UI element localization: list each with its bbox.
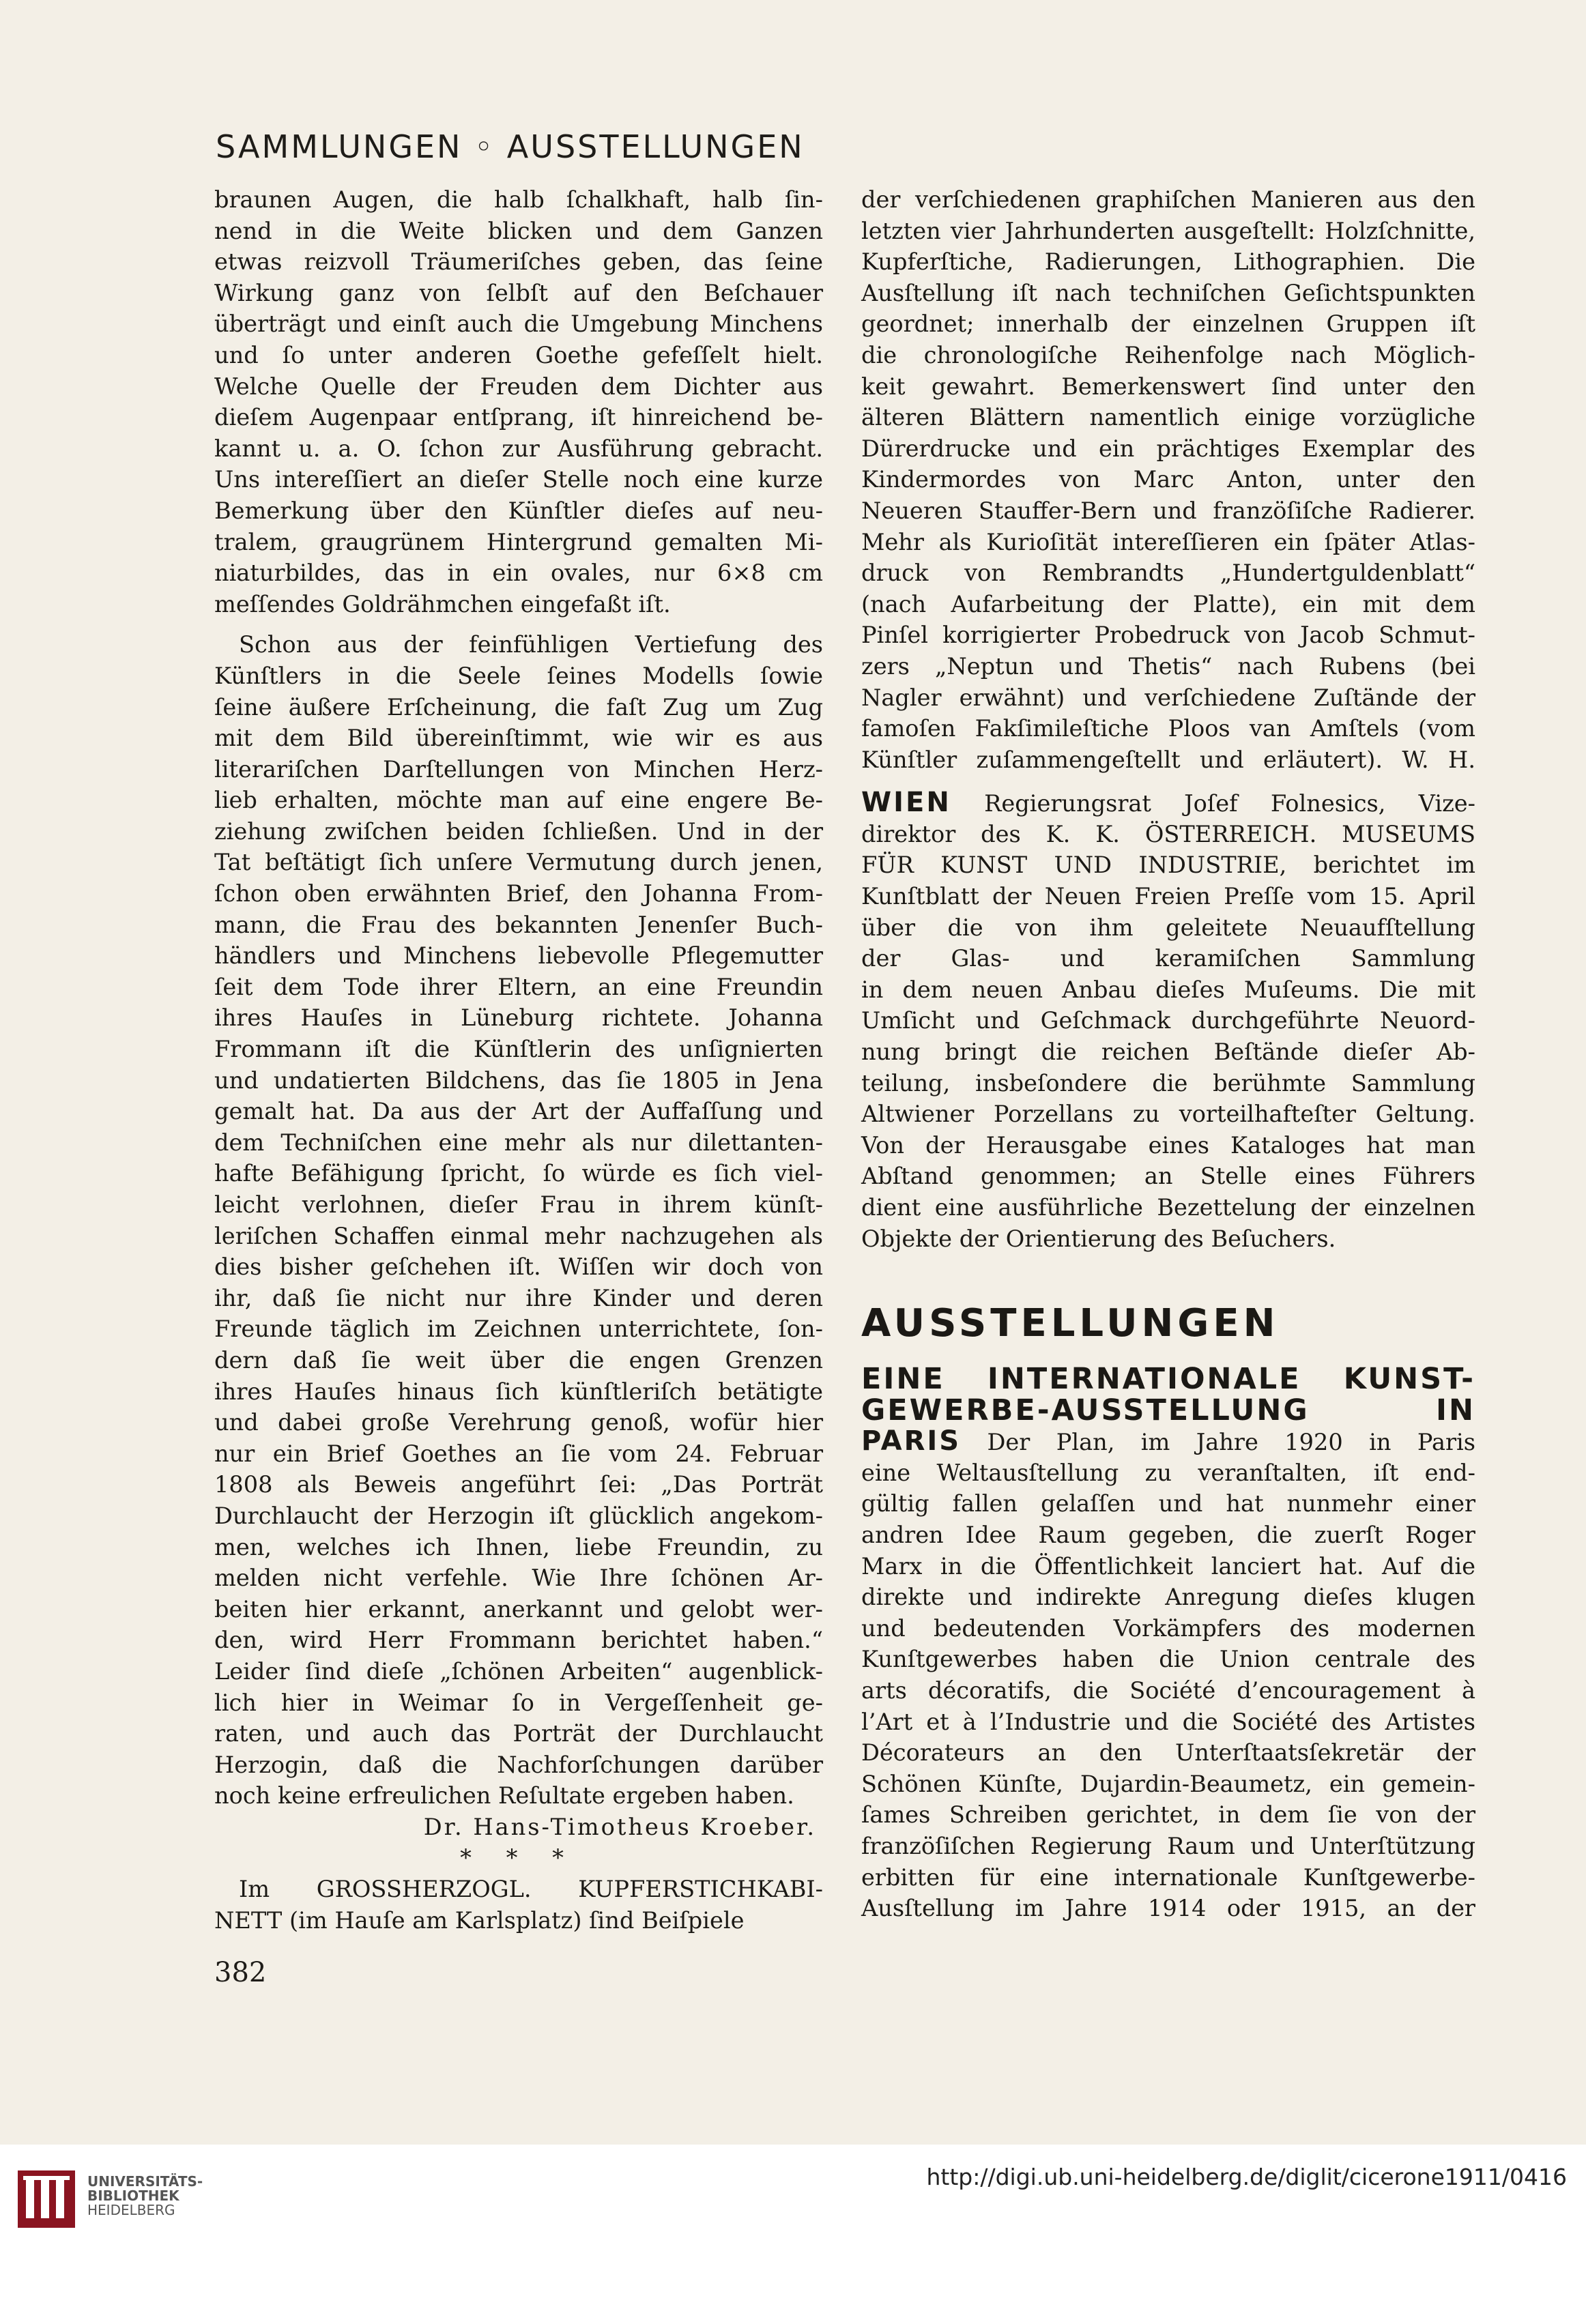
wien-body-line: über die von ihm geleitete Neuaufſtellung <box>861 914 1475 941</box>
left-body-line: und dabei große Verehrung genoß, wofür hier <box>214 1409 823 1436</box>
wien-body-line: Objekte der Orientierung des Beſuchers. <box>861 1225 1336 1252</box>
wien-body-line: Von der Herausgabe eines Kataloges hat man <box>861 1131 1475 1159</box>
paris-body-line: und bedeutenden Vorkämpfers des modernen <box>861 1614 1475 1642</box>
left-body-line: ſchon oben erwähnten Brief, den Johanna From- <box>214 880 823 907</box>
right-body-line: Künſtler zuſammengeſtellt und erläutert). W. H. <box>861 746 1475 773</box>
right-body-line: Dürerdrucke und ein prächtiges Exemplar des <box>861 435 1475 462</box>
left-body-line: ihr, daß ſie nicht nur ihre Kinder und deren <box>214 1284 823 1311</box>
paris-body-line: Schönen Künſte, Dujardin-Beaumetz, ein gemein- <box>861 1770 1475 1797</box>
right-body-line: zers „Neptun und Thetis“ nach Rubens (bei <box>861 652 1475 680</box>
left-body-line: Tat beſtätigt ſich unſere Vermutung durch jenen, <box>214 849 823 876</box>
left-tail-line: NETT (im Hauſe am Karlsplatz) ſind Beiſpiele <box>214 1906 745 1934</box>
right-body-line: Neueren Stauffer-Bern und franzöſiſche Radierer. <box>861 497 1475 524</box>
left-body-line: Schon aus der feinfühligen Vertiefung des <box>239 631 823 658</box>
right-body-line: Kindermordes von Marc Anton, unter den <box>861 466 1475 493</box>
wien-body-line: Altwiener Porzellans zu vorteilhafteſter Geltung. <box>861 1101 1475 1128</box>
left-body-line: 1808 als Beweis angeführt ſei: „Das Porträt <box>214 1471 823 1498</box>
library-name <box>87 2175 203 2218</box>
left-tail-text <box>214 1874 823 1936</box>
left-body-line: ſeine äußere Erſcheinung, die faſt Zug um Zug <box>214 693 823 721</box>
left-body-line: raten, und auch das Porträt der Durchlaucht <box>214 1720 823 1747</box>
wien-body-line: nung bringt die reichen Beſtände dieſer Ab- <box>861 1038 1475 1066</box>
library-name-line-3: HEIDELBERG <box>87 2202 175 2218</box>
left-body-line: den, wird Herr Frommann berichtet haben.“ <box>214 1627 823 1654</box>
right-body-line: die chronologiſche Reihenfolge nach Möglich- <box>861 341 1475 368</box>
paris-heading: PARIS <box>861 1425 962 1457</box>
left-body-line: literariſchen Darſtellungen von Minchen Herz- <box>214 755 823 783</box>
right-body-line: Ausſtellung iſt nach techniſchen Geſichtspunkten <box>861 279 1475 306</box>
paris-body-line: Kunſtgewerbes haben die Union centrale des <box>861 1646 1475 1673</box>
left-body-line: dies bisher geſchehen iſt. Wiſſen wir doch von <box>214 1253 823 1281</box>
source-url-link[interactable]: http://digi.ub.uni-heidelberg.de/diglit/cicerone1911/0416 <box>926 2164 1567 2190</box>
left-body-line: Leider ſind dieſe „ſchönen Arbeiten“ augenblick- <box>214 1657 823 1685</box>
left-body-line: mit dem Bild übereinſtimmt, wie wir es aus <box>214 725 823 752</box>
paris-body-line: franzöſiſchen Regierung Raum und Unterſtützung <box>861 1832 1475 1859</box>
paris-body-line: gültig fallen gelaſſen und hat nunmehr einer <box>861 1490 1475 1517</box>
paris-body-line: erbitten für eine internationale Kunſtgewerbe- <box>861 1863 1475 1891</box>
left-body-line: ziehung zwiſchen beiden ſchließen. Und in der <box>214 817 823 845</box>
paris-body-line: Marx in die Öffentlichkeit lanciert hat. Auf die <box>861 1552 1475 1580</box>
wien-city-heading: WIEN <box>861 787 951 819</box>
author-signature: Dr. Hans-Timotheus Kroeber. <box>423 1813 816 1840</box>
wien-body-line: dient eine ausführliche Bezettelung der einzelnen <box>861 1194 1475 1221</box>
left-body-line: Uns intereſſiert an dieſer Stelle noch eine kurze <box>214 466 823 493</box>
page-number: 382 <box>214 1957 267 1988</box>
left-body-line: melden nicht verfehle. Wie Ihre ſchönen Ar- <box>214 1565 823 1592</box>
right-body-line: Kupferſtiche, Radierungen, Lithographien. Die <box>861 248 1475 276</box>
left-body-line: ſeit dem Tode ihrer Eltern, an eine Freundin <box>214 973 823 1000</box>
left-body-line: leicht verlohnen, dieſer Frau in ihrem künſt- <box>214 1191 823 1218</box>
left-body-line: ihres Hauſes in Lüneburg richtete. Johanna <box>214 1004 823 1032</box>
library-name-line-1: UNIVERSITÄTS- <box>87 2173 203 2190</box>
left-body-line: händlers und Minchens liebevolle Pflegemutter <box>214 942 823 970</box>
paris-body-line: l’Art et à l’Industrie und die Société des Artistes <box>861 1708 1475 1735</box>
left-body-line: braunen Augen, die halb ſchalkhaft, halb ſin- <box>214 186 823 213</box>
wien-first-line-text: Regierungsrat Joſef Folnesics, Vize- <box>984 790 1475 817</box>
left-body-text <box>214 184 823 1812</box>
left-body-line: Freunde täglich im Zeichnen unterrichtete, ſon- <box>214 1316 823 1343</box>
right-column <box>861 184 1475 1924</box>
left-body-line: kannt u. a. O. ſchon zur Ausführung gebracht. <box>214 435 823 462</box>
left-column <box>214 184 823 1936</box>
library-logo-icon <box>14 2166 79 2232</box>
left-body-line: dern daß ſie weit über die engen Grenzen <box>214 1346 823 1374</box>
left-body-line: Künſtlers in die Seele ſeines Modells ſowie <box>214 662 823 689</box>
running-title: SAMMLUNGEN ◦ AUSSTELLUNGEN <box>216 128 805 165</box>
right-body-line: der verſchiedenen graphiſchen Manieren aus den <box>861 186 1475 213</box>
left-body-line: gemalt hat. Da aus der Art der Auffaſſung und <box>214 1098 823 1125</box>
paris-first-line-text: Der Plan, im Jahre 1920 in Paris <box>987 1429 1475 1456</box>
left-body-line: und ſo unter anderen Goethe gefeſſelt hielt. <box>214 341 823 368</box>
paris-first-line <box>861 1426 1475 1457</box>
left-body-line: Durchlaucht der Herzogin iſt glücklich angekom- <box>214 1502 823 1529</box>
right-body-line: (nach Aufarbeitung der Platte), ein mit dem <box>861 590 1475 618</box>
library-name-line-2: BIBLIOTHEK <box>87 2188 179 2204</box>
paris-body-line: eine Weltausſtellung zu veranſtalten, iſt end- <box>861 1459 1475 1486</box>
left-body-line: überträgt und einſt auch die Umgebung Minchens <box>214 310 823 338</box>
paris-body-line: ſames Schreiben gerichtet, in dem ſie von der <box>861 1801 1475 1829</box>
wien-body-line: teilung, insbeſondere die berühmte Sammlung <box>861 1069 1475 1096</box>
wien-body-line: Abſtand genommen; an Stelle eines Führers <box>861 1163 1475 1190</box>
left-body-line: Bemerkung über den Künſtler dieſes auf neu- <box>214 497 823 524</box>
left-body-line: tralem, graugrünem Hintergrund gemalten Mi- <box>214 528 823 555</box>
left-body-line: men, welches ich Ihnen, liebe Freundin, zu <box>214 1533 823 1560</box>
left-tail-line: Im GROSSHERZOGL. KUPFERSTICHKABI- <box>239 1876 823 1903</box>
right-body-line: geordnet; innerhalb der einzelnen Gruppen iſt <box>861 310 1475 338</box>
left-body-line: ihres Hauſes hinaus ſich künſtleriſch betätigte <box>214 1378 823 1405</box>
left-body-line: und undatierten Bildchens, das ſie 1805 in Jena <box>214 1066 823 1094</box>
paris-body-text <box>861 1457 1475 1924</box>
wien-body-line: Umſicht und Geſchmack durchgeführte Neuord- <box>861 1007 1475 1034</box>
wien-body-line: in dem neuen Anbau dieſes Muſeums. Die mit <box>861 976 1475 1003</box>
left-body-line: noch keine erfreulichen Reſultate ergeben haben. <box>214 1782 794 1810</box>
left-body-line: nend in die Weite blicken und dem Ganzen <box>214 217 823 244</box>
wien-body-line: Kunſtblatt der Neuen Freien Preſſe vom 15. April <box>861 883 1475 910</box>
right-body-line: druck von Rembrandts „Hundertguldenblatt“ <box>861 560 1475 587</box>
paris-body-line: andren Idee Raum gegeben, die zuerſt Roger <box>861 1521 1475 1548</box>
left-body-line: beiten hier erkannt, anerkannt und gelobt wer- <box>214 1595 823 1623</box>
right-body-line: Nagler erwähnt) und verſchiedene Zuſtände der <box>861 684 1475 711</box>
wien-body-text <box>861 819 1475 1254</box>
paris-body-line: Décorateurs an den Unterſtaatsſekretär der <box>861 1739 1475 1767</box>
subhead-line-2: GEWERBE-AUSSTELLUNG IN <box>861 1393 1475 1428</box>
left-body-line: mann, die Frau des bekannten Jenenſer Buch- <box>214 911 823 938</box>
right-body-line: famoſen Fakſimileſtiche Ploos van Amſtels (vom <box>861 715 1475 742</box>
left-body-line: dieſem Augenpaar entſprang, iſt hinreichend be- <box>214 404 823 431</box>
left-body-line: hafte Befähigung ſpricht, ſo würde es ſich viel- <box>214 1160 823 1187</box>
right-body-line: Pinſel korrigierter Probedruck von Jacob Schmut- <box>861 622 1475 649</box>
left-body-line: lieb erhalten, möchte man auf eine engere Be- <box>214 787 823 814</box>
right-body-line: letzten vier Jahrhunderten ausgeſtellt: Holzſchnitte, <box>861 217 1475 244</box>
left-body-line: Herzogin, daß die Nachforſchungen darüber <box>214 1751 823 1778</box>
subhead-line-1: EINE INTERNATIONALE KUNST- <box>861 1362 1475 1397</box>
section-separator: * * * <box>460 1844 577 1872</box>
left-body-line: dem Techniſchen eine mehr als nur dilettanten- <box>214 1129 823 1156</box>
wien-body-line: der Glas- und keramiſchen Sammlung <box>861 945 1475 972</box>
left-body-line: Frommann iſt die Künſtlerin des unſignierten <box>214 1036 823 1063</box>
paris-body-line: Ausſtellung im Jahre 1914 oder 1915, an der <box>861 1895 1475 1922</box>
right-body-line: Mehr als Kurioſität intereſſieren ein ſpäter Atlas- <box>861 528 1475 555</box>
left-body-line: Wirkung ganz von ſelbſt auf den Beſchauer <box>214 279 823 306</box>
left-body-line: meſſendes Goldrähmchen eingefaßt iſt. <box>214 590 671 618</box>
left-body-line: lich hier in Weimar ſo in Vergeſſenheit ge- <box>214 1689 823 1716</box>
left-body-line: nur ein Brief Goethes an ſie vom 24. Februar <box>214 1440 823 1467</box>
paris-body-line: arts décoratifs, die Société d’encouragement à <box>861 1676 1475 1704</box>
right-body-line: älteren Blättern namentlich einige vorzügliche <box>861 404 1475 431</box>
wien-first-line <box>861 787 1475 819</box>
paris-body-line: direkte und indirekte Anregung dieſes klugen <box>861 1584 1475 1611</box>
left-body-line: niaturbildes, das in ein ovales, nur 6×8 cm <box>214 560 823 587</box>
left-body-line: leriſchen Schaffen einmal mehr nachzugehen als <box>214 1222 823 1249</box>
footer-bar <box>0 2145 1586 2324</box>
wien-body-line: FÜR KUNST UND INDUSTRIE, berichtet im <box>861 852 1475 879</box>
section-title: AUSSTELLUNGEN <box>861 1301 1280 1346</box>
wien-body-line: direktor des K. K. ÖSTERREICH. MUSEUMS <box>861 820 1475 847</box>
right-top-text <box>861 184 1475 775</box>
right-body-line: keit gewahrt. Bemerkenswert ſind unter den <box>861 373 1475 400</box>
left-body-line: Welche Quelle der Freuden dem Dichter aus <box>214 373 823 400</box>
left-body-line: etwas reizvoll Träumeriſches geben, das ſeine <box>214 248 823 276</box>
